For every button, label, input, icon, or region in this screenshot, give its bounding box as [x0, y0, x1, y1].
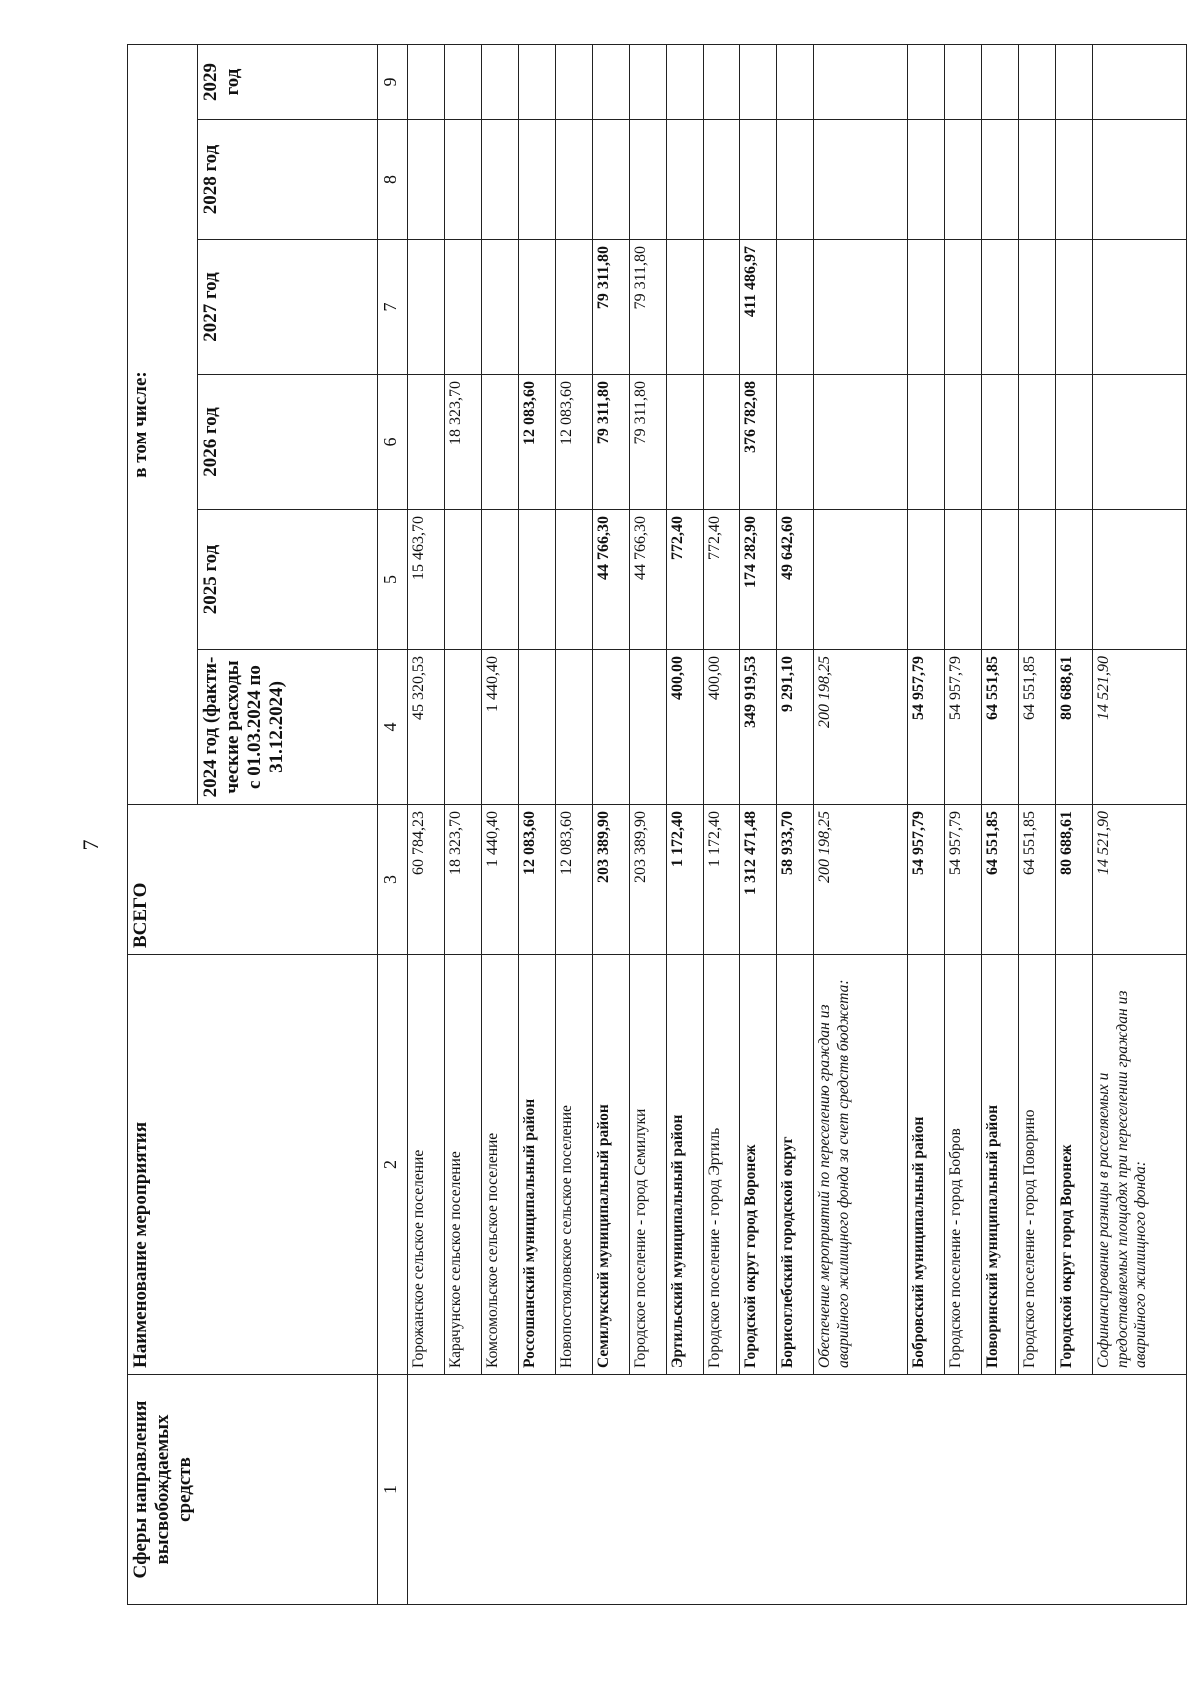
activity-name: Новопостояловское сельское поселение — [555, 955, 592, 1375]
value-total: 58 933,70 — [777, 805, 814, 955]
value-y2024: 14 521,90 — [1092, 650, 1186, 805]
value-total: 1 172,40 — [666, 805, 703, 955]
value-y2028 — [777, 120, 814, 240]
table-row — [777, 44, 814, 1604]
value-y2029 — [444, 44, 481, 119]
column-number: 9 — [378, 44, 408, 119]
value-y2028 — [814, 120, 908, 240]
table-row — [629, 44, 666, 1604]
value-y2026: 79 311,80 — [629, 375, 666, 510]
value-y2029 — [629, 44, 666, 119]
value-y2027 — [982, 240, 1019, 375]
value-y2027 — [1019, 240, 1056, 375]
value-y2026: 12 083,60 — [518, 375, 555, 510]
value-y2026 — [1019, 375, 1056, 510]
value-y2026 — [908, 375, 945, 510]
budget-table — [127, 44, 1187, 1605]
value-y2025 — [945, 510, 982, 650]
value-y2028 — [408, 120, 445, 240]
value-total: 64 551,85 — [982, 805, 1019, 955]
activity-name: Борисоглебский городской округ — [777, 955, 814, 1375]
value-y2028 — [1092, 120, 1186, 240]
value-y2029 — [666, 44, 703, 119]
value-y2026: 12 083,60 — [555, 375, 592, 510]
value-y2024: 80 688,61 — [1056, 650, 1093, 805]
value-y2026: 18 323,70 — [444, 375, 481, 510]
value-y2028 — [481, 120, 518, 240]
value-y2027 — [481, 240, 518, 375]
value-y2024 — [629, 650, 666, 805]
value-y2026 — [982, 375, 1019, 510]
value-y2026 — [666, 375, 703, 510]
value-total: 1 440,40 — [481, 805, 518, 955]
value-y2028 — [592, 120, 629, 240]
activity-name: Городской округ город Воронеж — [1056, 955, 1093, 1375]
value-y2027 — [408, 240, 445, 375]
header-sphere: Сферы направления высвобождаемых средств — [128, 1375, 378, 1605]
value-total: 200 198,25 — [814, 805, 908, 955]
value-y2024: 54 957,79 — [908, 650, 945, 805]
value-y2024 — [444, 650, 481, 805]
value-y2027 — [518, 240, 555, 375]
column-number: 1 — [378, 1375, 408, 1605]
table-row — [518, 44, 555, 1604]
value-y2028 — [1019, 120, 1056, 240]
header-name: Наименование мероприятия — [128, 955, 378, 1375]
value-total: 18 323,70 — [444, 805, 481, 955]
table-row — [814, 44, 908, 1604]
activity-name: Эртильский муниципальный район — [666, 955, 703, 1375]
table-row — [592, 44, 629, 1604]
value-y2029 — [592, 44, 629, 119]
activity-name: Карачунское сельское поселение — [444, 955, 481, 1375]
value-y2028 — [555, 120, 592, 240]
value-y2024 — [518, 650, 555, 805]
activity-name: Горожанское сельское поселение — [408, 955, 445, 1375]
value-y2028 — [666, 120, 703, 240]
value-y2025 — [1019, 510, 1056, 650]
value-total: 60 784,23 — [408, 805, 445, 955]
value-y2029 — [481, 44, 518, 119]
header-2025: 2025 год — [198, 510, 378, 650]
activity-name: Обеспечение мероприятий по переселению граждан из аварийного жилищного фонда за счет средств бюджета: — [814, 955, 908, 1375]
value-y2024: 64 551,85 — [1019, 650, 1056, 805]
value-total: 203 389,90 — [592, 805, 629, 955]
value-y2024: 400,00 — [666, 650, 703, 805]
value-total: 54 957,79 — [908, 805, 945, 955]
value-y2024 — [592, 650, 629, 805]
value-y2029 — [1056, 44, 1093, 119]
value-y2028 — [740, 120, 777, 240]
value-y2025: 44 766,30 — [629, 510, 666, 650]
value-y2025: 44 766,30 — [592, 510, 629, 650]
value-y2026: 79 311,80 — [592, 375, 629, 510]
value-y2028 — [444, 120, 481, 240]
value-y2024: 200 198,25 — [814, 650, 908, 805]
value-y2024: 45 320,53 — [408, 650, 445, 805]
value-y2025: 15 463,70 — [408, 510, 445, 650]
value-y2029 — [945, 44, 982, 119]
value-y2026 — [945, 375, 982, 510]
activity-name: Бобровский муниципальный район — [908, 955, 945, 1375]
value-y2027 — [1056, 240, 1093, 375]
value-total: 12 083,60 — [518, 805, 555, 955]
value-y2026 — [703, 375, 740, 510]
table-row — [408, 44, 445, 1604]
header-total: ВСЕГО — [128, 805, 378, 955]
value-y2026 — [814, 375, 908, 510]
activity-name: Россошанский муниципальный район — [518, 955, 555, 1375]
rotated-table-wrapper — [127, 45, 1187, 1605]
value-y2027 — [945, 240, 982, 375]
value-y2026 — [1056, 375, 1093, 510]
value-y2029 — [555, 44, 592, 119]
value-y2029 — [703, 44, 740, 119]
table-row — [908, 44, 945, 1604]
value-y2026 — [777, 375, 814, 510]
activity-name: Городской округ город Воронеж — [740, 955, 777, 1375]
value-y2027: 79 311,80 — [629, 240, 666, 375]
value-y2024: 1 440,40 — [481, 650, 518, 805]
value-y2029 — [814, 44, 908, 119]
value-y2024: 9 291,10 — [777, 650, 814, 805]
table-row — [555, 44, 592, 1604]
value-y2028 — [945, 120, 982, 240]
value-total: 64 551,85 — [1019, 805, 1056, 955]
value-y2027 — [814, 240, 908, 375]
column-number: 6 — [378, 375, 408, 510]
table-row — [1019, 44, 1056, 1604]
value-y2029 — [1092, 44, 1186, 119]
value-y2025 — [982, 510, 1019, 650]
value-total: 14 521,90 — [1092, 805, 1186, 955]
activity-name: Городское поселение - город Бобров — [945, 955, 982, 1375]
value-y2025 — [1092, 510, 1186, 650]
value-y2027 — [908, 240, 945, 375]
value-y2029 — [1019, 44, 1056, 119]
value-y2029 — [408, 44, 445, 119]
table-row — [666, 44, 703, 1604]
value-y2027: 411 486,97 — [740, 240, 777, 375]
value-y2027 — [555, 240, 592, 375]
value-total: 1 172,40 — [703, 805, 740, 955]
value-y2025 — [908, 510, 945, 650]
value-y2029 — [777, 44, 814, 119]
activity-name: Городское поселение - город Поворино — [1019, 955, 1056, 1375]
header-2029: 2029 год — [198, 44, 378, 119]
value-y2029 — [740, 44, 777, 119]
header-2024: 2024 год (факти-ческие расходы с 01.03.2024 по 31.12.2024) — [198, 650, 378, 805]
value-y2024: 54 957,79 — [945, 650, 982, 805]
header-2026: 2026 год — [198, 375, 378, 510]
column-number: 5 — [378, 510, 408, 650]
activity-name: Софинансирование разницы в расселяемых и предоставляемых площадях при переселении граждан из аварийного жилищного фонда: — [1092, 955, 1186, 1375]
header-2027: 2027 год — [198, 240, 378, 375]
value-y2029 — [518, 44, 555, 119]
value-y2025: 174 282,90 — [740, 510, 777, 650]
column-number: 8 — [378, 120, 408, 240]
value-y2026 — [408, 375, 445, 510]
value-y2028 — [518, 120, 555, 240]
value-y2025: 49 642,60 — [777, 510, 814, 650]
value-y2025 — [814, 510, 908, 650]
value-y2024: 349 919,53 — [740, 650, 777, 805]
activity-name: Поворинский муниципальный район — [982, 955, 1019, 1375]
value-y2028 — [982, 120, 1019, 240]
page-number: 7 — [78, 839, 103, 851]
value-y2028 — [703, 120, 740, 240]
value-y2028 — [629, 120, 666, 240]
value-y2028 — [1056, 120, 1093, 240]
value-y2027 — [1092, 240, 1186, 375]
table-row — [740, 44, 777, 1604]
value-y2027 — [777, 240, 814, 375]
column-number: 7 — [378, 240, 408, 375]
sphere-cell — [408, 1375, 1187, 1605]
table-row — [703, 44, 740, 1604]
value-y2024: 64 551,85 — [982, 650, 1019, 805]
table-row — [945, 44, 982, 1604]
table-row — [481, 44, 518, 1604]
value-y2028 — [908, 120, 945, 240]
table-row — [982, 44, 1019, 1604]
value-y2026 — [481, 375, 518, 510]
value-y2025 — [481, 510, 518, 650]
value-total: 54 957,79 — [945, 805, 982, 955]
value-y2027: 79 311,80 — [592, 240, 629, 375]
activity-name: Комсомольское сельское поселение — [481, 955, 518, 1375]
value-total: 203 389,90 — [629, 805, 666, 955]
value-y2025: 772,40 — [666, 510, 703, 650]
table-row — [444, 44, 481, 1604]
table-row — [1092, 44, 1186, 1604]
activity-name: Городское поселение - город Семилуки — [629, 955, 666, 1375]
value-total: 1 312 471,48 — [740, 805, 777, 955]
activity-name: Городское поселение - город Эртиль — [703, 955, 740, 1375]
value-y2024: 400,00 — [703, 650, 740, 805]
activity-name: Семилукский муниципальный район — [592, 955, 629, 1375]
column-number: 3 — [378, 805, 408, 955]
column-number: 2 — [378, 955, 408, 1375]
value-y2026 — [1092, 375, 1186, 510]
value-y2026: 376 782,08 — [740, 375, 777, 510]
value-y2024 — [555, 650, 592, 805]
value-y2025: 772,40 — [703, 510, 740, 650]
value-total: 80 688,61 — [1056, 805, 1093, 955]
value-y2025 — [555, 510, 592, 650]
value-y2027 — [444, 240, 481, 375]
header-2028: 2028 год — [198, 120, 378, 240]
value-y2029 — [908, 44, 945, 119]
column-number: 4 — [378, 650, 408, 805]
value-y2027 — [666, 240, 703, 375]
value-total: 12 083,60 — [555, 805, 592, 955]
value-y2025 — [444, 510, 481, 650]
value-y2029 — [982, 44, 1019, 119]
header-including: в том числе: — [128, 44, 198, 804]
value-y2025 — [518, 510, 555, 650]
table-row — [1056, 44, 1093, 1604]
value-y2025 — [1056, 510, 1093, 650]
value-y2027 — [703, 240, 740, 375]
